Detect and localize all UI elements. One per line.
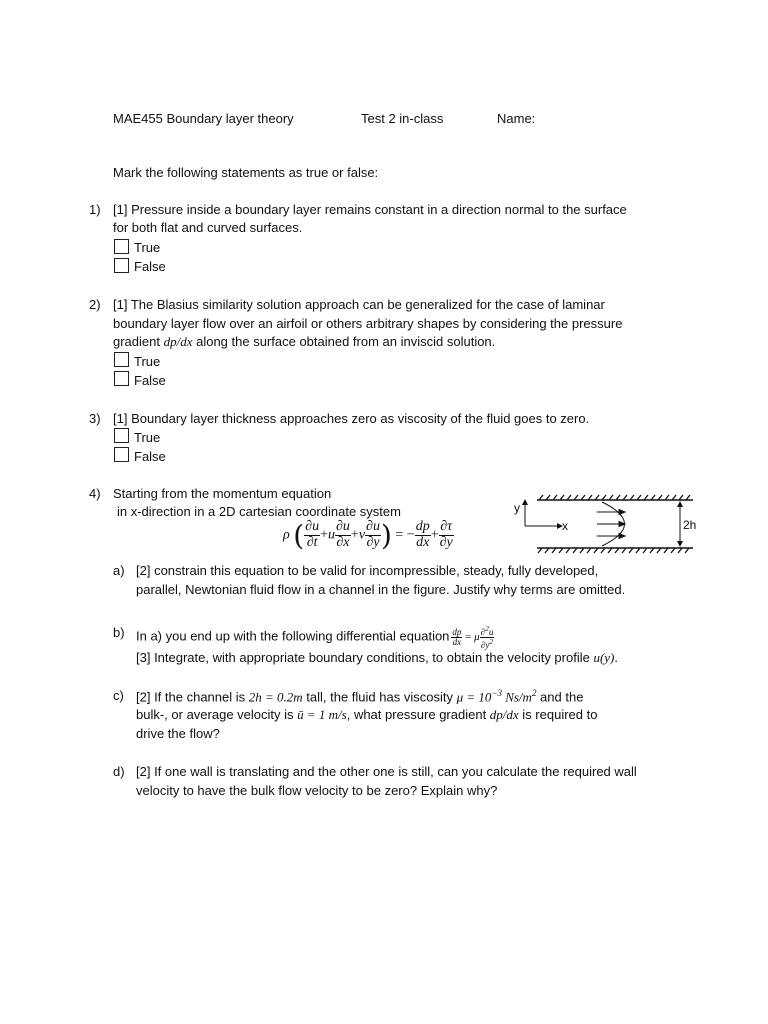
q4a-line2: parallel, Newtonian fluid flow in a channel in the figure. Justify why terms are omitted. (136, 582, 626, 597)
q3-false-checkbox[interactable] (114, 447, 129, 462)
q4-line2: in x-direction in a 2D cartesian coordinate system (117, 504, 401, 519)
q4c-units: Ns/m (501, 689, 532, 705)
q4c-label: c) (113, 688, 124, 703)
q2-false-label: False (134, 373, 166, 388)
velocity-arrows (597, 510, 625, 539)
q4c-viscosity: μ = 10 (456, 689, 492, 705)
x-axis-label: x (562, 519, 568, 533)
q4d-line2: velocity to have the bulk flow velocity to be zero? Explain why? (136, 783, 498, 798)
q2-line3-rest: along the surface obtained from an inviscid solution. (192, 334, 496, 349)
q4c-dpdx: dp/dx (489, 707, 519, 722)
q2-line2: boundary layer flow over an airfoil or others arbitrary shapes by considering the pressure (113, 316, 623, 331)
q2-true-label: True (134, 354, 161, 369)
q2-true-checkbox[interactable] (114, 352, 129, 367)
q4c-exponent: −3 (491, 688, 502, 698)
q1-number: 1) (89, 202, 101, 217)
q4c-t5: , what pressure gradient (346, 707, 490, 722)
q4d-label: d) (113, 764, 125, 779)
q4c-line3: drive the flow? (136, 726, 220, 741)
q4a-label: a) (113, 563, 125, 578)
q3-true-label: True (134, 430, 161, 445)
q3-false-label: False (134, 449, 166, 464)
q2-number: 2) (89, 297, 101, 312)
q1-false-label: False (134, 259, 166, 274)
q4c-t3: and the (536, 689, 584, 705)
q4-number: 4) (89, 486, 101, 501)
q2-dpdx: dp/dx (163, 334, 193, 349)
q4b-line1-text: In a) you end up with the following differential equation (136, 628, 450, 644)
y-axis-arrow (522, 499, 528, 505)
q3-number: 3) (89, 411, 101, 426)
q4c-t2: tall, the fluid has viscosity (302, 689, 457, 705)
q4c-bulk-velocity: ū = 1 m/s (297, 707, 347, 722)
q2-line1: [1] The Blasius similarity solution approach can be generalized for the case of laminar (113, 297, 605, 312)
q4d-line1: [2] If one wall is translating and the other one is still, can you calculate the required wall (136, 764, 637, 779)
q4b-velocity-profile: u(y) (593, 650, 615, 665)
q4b-differential-equation: $\frac{dp}{dx}$ = μ $\frac{\partial^2u}{\partial y^2}$ (452, 624, 494, 651)
q4-line1: Starting from the momentum equation (113, 486, 332, 501)
q4a-line1: [2] constrain this equation to be valid for incompressible, steady, fully developed, (136, 563, 599, 578)
q4b-line2 (136, 650, 618, 666)
q3-true-checkbox[interactable] (114, 428, 129, 443)
q4c-line1 (136, 688, 583, 705)
q4b-line2-end: . (614, 650, 619, 665)
q4c-units-exp: 2 (531, 688, 537, 698)
q4c-t1: [2] If the channel is (136, 689, 249, 705)
q1-true-checkbox[interactable] (114, 239, 129, 254)
q2-line3-text: gradient (113, 334, 164, 349)
q4b-line1 (136, 625, 494, 651)
momentum-equation: ρ ( $\frac{\partial u}{\partial t}$ +u $\frac{\partial u}{\partial x}$ +v $\frac{\partial u}{\partial y}$ ) = − $\frac{dp}{dx}$ + $\frac{\partial\tau}{\partial y}$ (283, 519, 453, 552)
q1-true-label: True (134, 240, 161, 255)
q4c-t6: is required to (518, 707, 598, 722)
q1-false-checkbox[interactable] (114, 258, 129, 273)
q4b-line2-text: [3] Integrate, with appropriate boundary conditions, to obtain the velocity profile (136, 650, 594, 665)
q2-false-checkbox[interactable] (114, 371, 129, 386)
q4b-label: b) (113, 625, 125, 640)
q4c-line2 (136, 707, 597, 723)
test-title: Test 2 in-class (361, 111, 444, 126)
q4c-t4: bulk-, or average velocity is (136, 707, 298, 722)
q1-line1: [1] Pressure inside a boundary layer remains constant in a direction normal to the surface (113, 202, 627, 217)
y-axis-label: y (514, 501, 520, 515)
height-label: 2h (683, 518, 697, 532)
instructions: Mark the following statements as true or false: (113, 165, 379, 180)
name-label: Name: (497, 111, 536, 126)
channel-flow-figure (505, 490, 705, 560)
q1-line2: for both flat and curved surfaces. (113, 220, 303, 235)
q3-line1: [1] Boundary layer thickness approaches zero as viscosity of the fluid goes to zero. (113, 411, 590, 426)
course-title: MAE455 Boundary layer theory (113, 111, 294, 126)
q4c-height: 2h = 0.2m (248, 689, 303, 705)
q2-line3 (113, 334, 495, 350)
